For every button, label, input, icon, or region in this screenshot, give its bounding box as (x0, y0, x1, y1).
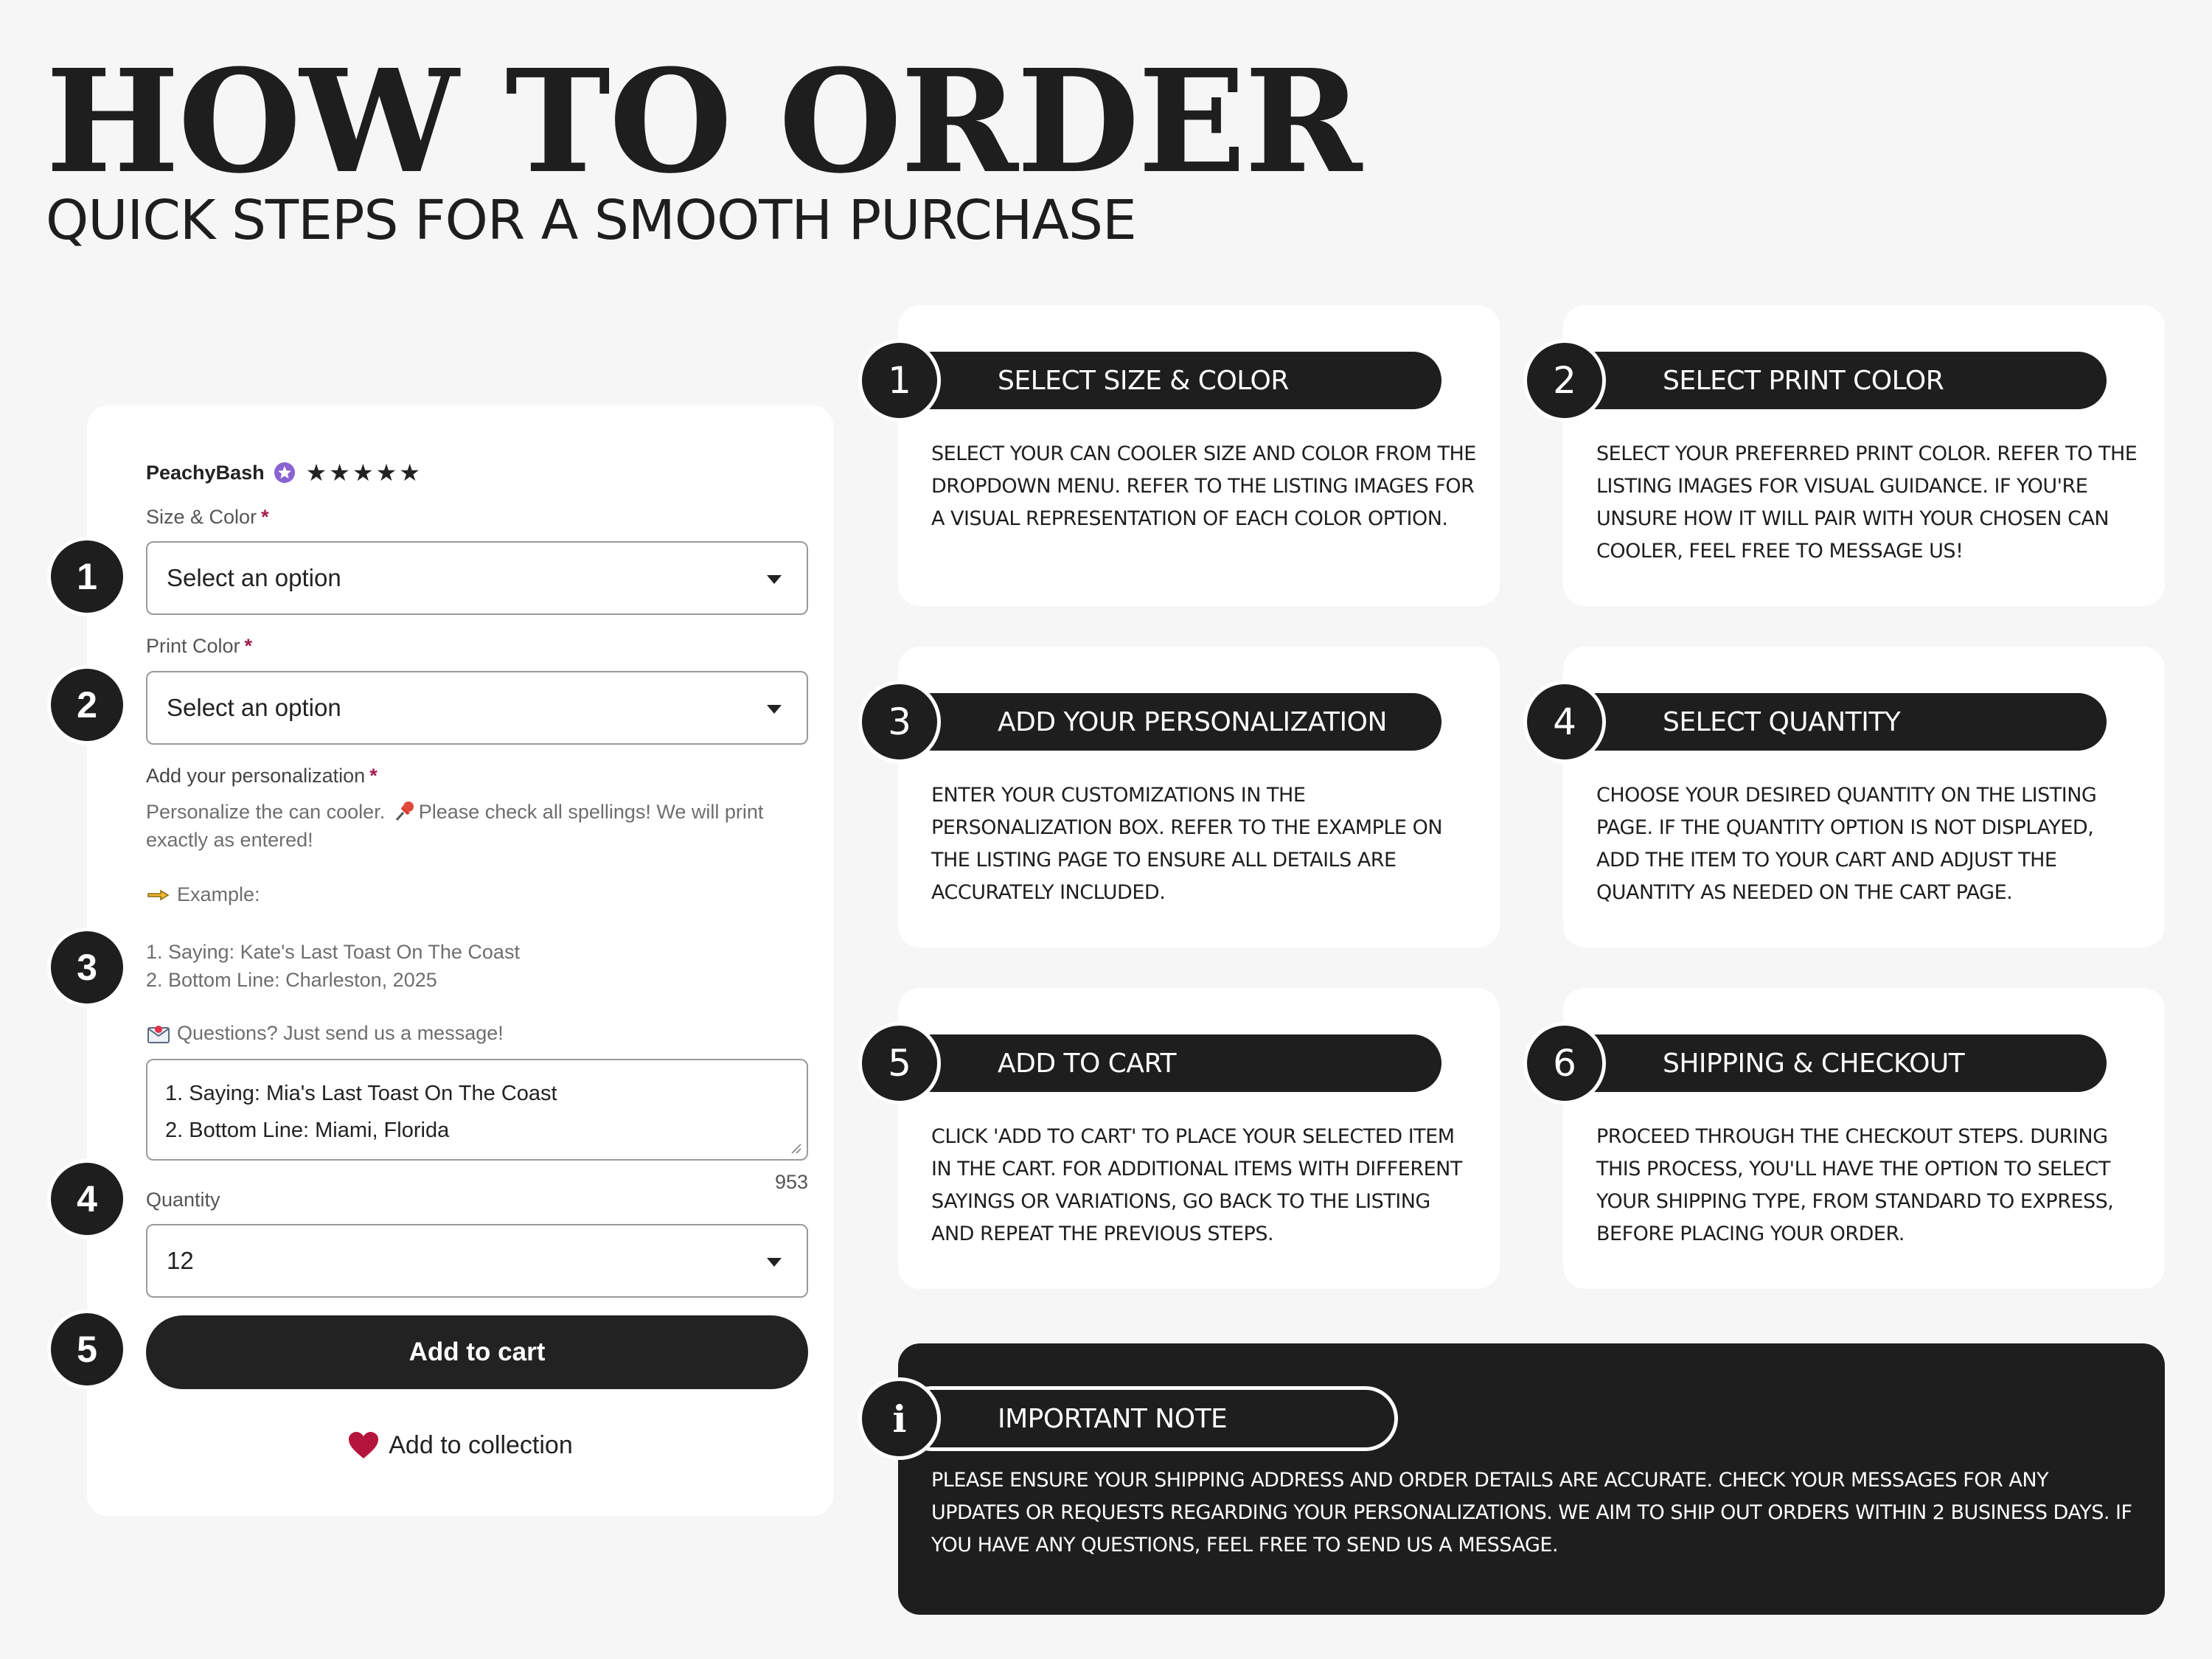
envelope-heart-icon (146, 1023, 171, 1045)
size-color-select[interactable] (146, 541, 808, 615)
questions-text: Questions? Just send us a message! (177, 1022, 504, 1044)
instructions-text-2: Please check all spellings! We will print exactly as entered! (146, 801, 764, 851)
step-number: 5 (858, 1022, 941, 1105)
rating-stars: ★★★★★ (305, 459, 423, 486)
example-lines (146, 938, 520, 994)
size-color-label (146, 506, 269, 529)
personalization-label-text: Add your personalization (146, 765, 366, 787)
example-label: Example: (177, 883, 260, 905)
panel-marker-4: 4 (47, 1159, 127, 1239)
step-title-bar: SELECT SIZE & COLOR (900, 348, 1445, 413)
info-icon: i (858, 1377, 941, 1460)
step-description: PROCEED THROUGH THE CHECKOUT STEPS. DURING THIS PROCESS, YOU'LL HAVE THE OPTION TO SELECT YOUR SHIPPING TYPE, FROM STANDARD TO EXPRESS, BEFORE PLACING YOUR ORDER. (1596, 1125, 2114, 1245)
important-note-card (898, 1343, 2165, 1615)
example-line: 1. Saying: Kate's Last Toast On The Coast (146, 941, 520, 963)
textarea-line: 2. Bottom Line: Miami, Florida (165, 1119, 450, 1142)
print-color-label (146, 635, 252, 658)
pointing-hand-icon (146, 884, 171, 906)
page-subtitle: QUICK STEPS FOR A SMOOTH PURCHASE (46, 189, 1136, 252)
step-description: SELECT YOUR PREFERRED PRINT COLOR. REFER TO THE LISTING IMAGES FOR VISUAL GUIDANCE. IF YOU'RE UNSURE HOW IT WILL PAIR WITH YOUR CHOSEN CAN COOLER, FEEL FREE TO MESSAGE US! (1596, 442, 2138, 563)
step-title-bar: ADD YOUR PERSONALIZATION (900, 689, 1445, 754)
print-color-label-text: Print Color (146, 635, 240, 657)
personalization-label (146, 765, 378, 787)
step-title-bar: SELECT PRINT COLOR (1565, 348, 2110, 413)
step-number: 4 (1523, 681, 1606, 763)
step-description: CHOOSE YOUR DESIRED QUANTITY ON THE LISTING PAGE. IF THE QUANTITY OPTION IS NOT DISPLAYED, ADD THE ITEM TO YOUR CART AND ADJUST THE QUANTITY AS NEEDED ON THE CART PAGE. (1596, 784, 2097, 904)
textarea-line: 1. Saying: Mia's Last Toast On The Coast (165, 1082, 557, 1105)
add-to-collection-button[interactable] (87, 1423, 833, 1467)
step-title-bar: ADD TO CART (900, 1031, 1445, 1096)
chevron-down-icon (767, 705, 782, 714)
step-description: SELECT YOUR CAN COOLER SIZE AND COLOR FROM THE DROPDOWN MENU. REFER TO THE LISTING IMAGES FOR A VISUAL REPRESENTATION OF EACH COLOR OPTION. (931, 442, 1476, 530)
listing-panel (87, 406, 833, 1516)
step-number: 3 (858, 681, 941, 763)
heart-icon (347, 1430, 380, 1460)
panel-marker-1: 1 (47, 537, 127, 616)
personalization-textarea[interactable] (146, 1059, 808, 1161)
shop-name[interactable]: PeachyBash (146, 461, 265, 484)
panel-marker-5: 5 (47, 1310, 127, 1389)
pushpin-icon (394, 800, 416, 822)
quantity-label: Quantity (146, 1189, 220, 1211)
panel-marker-2: 2 (47, 665, 127, 745)
step-number: 1 (858, 339, 941, 422)
print-color-select-value: Select an option (167, 694, 341, 721)
required-mark: * (369, 765, 378, 787)
required-mark: * (244, 635, 253, 657)
instructions-text-1: Personalize the can cooler. (146, 801, 386, 823)
important-note-text: PLEASE ENSURE YOUR SHIPPING ADDRESS AND ORDER DETAILS ARE ACCURATE. CHECK YOUR MESSAGES FOR ANY UPDATES OR REQUESTS REGARDING YOUR PERSONALIZATIONS. WE AIM TO SHIP OUT ORDERS WITHIN 2 BUSINESS DAYS. IF YOU HAVE ANY QUESTIONS, FEEL FREE TO SEND US A MESSAGE. (931, 1469, 2132, 1557)
step-description: ENTER YOUR CUSTOMIZATIONS IN THE PERSONALIZATION BOX. REFER TO THE EXAMPLE ON THE LISTING PAGE TO ENSURE ALL DETAILS ARE ACCURATELY INCLUDED. (931, 784, 1443, 904)
panel-marker-3: 3 (47, 928, 127, 1007)
step-number: 2 (1523, 339, 1606, 422)
quantity-select-value: 12 (167, 1247, 194, 1274)
questions-row (146, 1022, 504, 1045)
chevron-down-icon (767, 1258, 782, 1267)
size-color-select-value: Select an option (167, 564, 341, 591)
shop-row (146, 459, 422, 487)
chevron-down-icon (767, 575, 782, 584)
size-color-label-text: Size & Color (146, 506, 257, 528)
personalization-instructions (146, 798, 795, 854)
add-to-collection-label: Add to collection (389, 1430, 573, 1459)
star-seller-badge-icon (274, 462, 296, 484)
quantity-select[interactable] (146, 1224, 808, 1298)
step-title-bar: SHIPPING & CHECKOUT (1565, 1031, 2110, 1096)
step-description: CLICK 'ADD TO CART' TO PLACE YOUR SELECTED ITEM IN THE CART. FOR ADDITIONAL ITEMS WITH DIFFERENT SAYINGS OR VARIATIONS, GO BACK TO THE LISTING AND REPEAT THE PREVIOUS STEPS. (931, 1125, 1462, 1245)
important-note-title: IMPORTANT NOTE (900, 1386, 1398, 1451)
step-number: 6 (1523, 1022, 1606, 1105)
add-to-cart-button[interactable]: Add to cart (146, 1315, 808, 1389)
example-label-row (146, 883, 260, 906)
print-color-select[interactable] (146, 671, 808, 745)
required-mark: * (261, 506, 269, 528)
character-count: 953 (774, 1171, 808, 1193)
resize-handle-icon[interactable] (790, 1143, 802, 1155)
page-title: HOW TO ORDER (46, 39, 1361, 205)
step-title-bar: SELECT QUANTITY (1565, 689, 2110, 754)
example-line: 2. Bottom Line: Charleston, 2025 (146, 969, 437, 991)
